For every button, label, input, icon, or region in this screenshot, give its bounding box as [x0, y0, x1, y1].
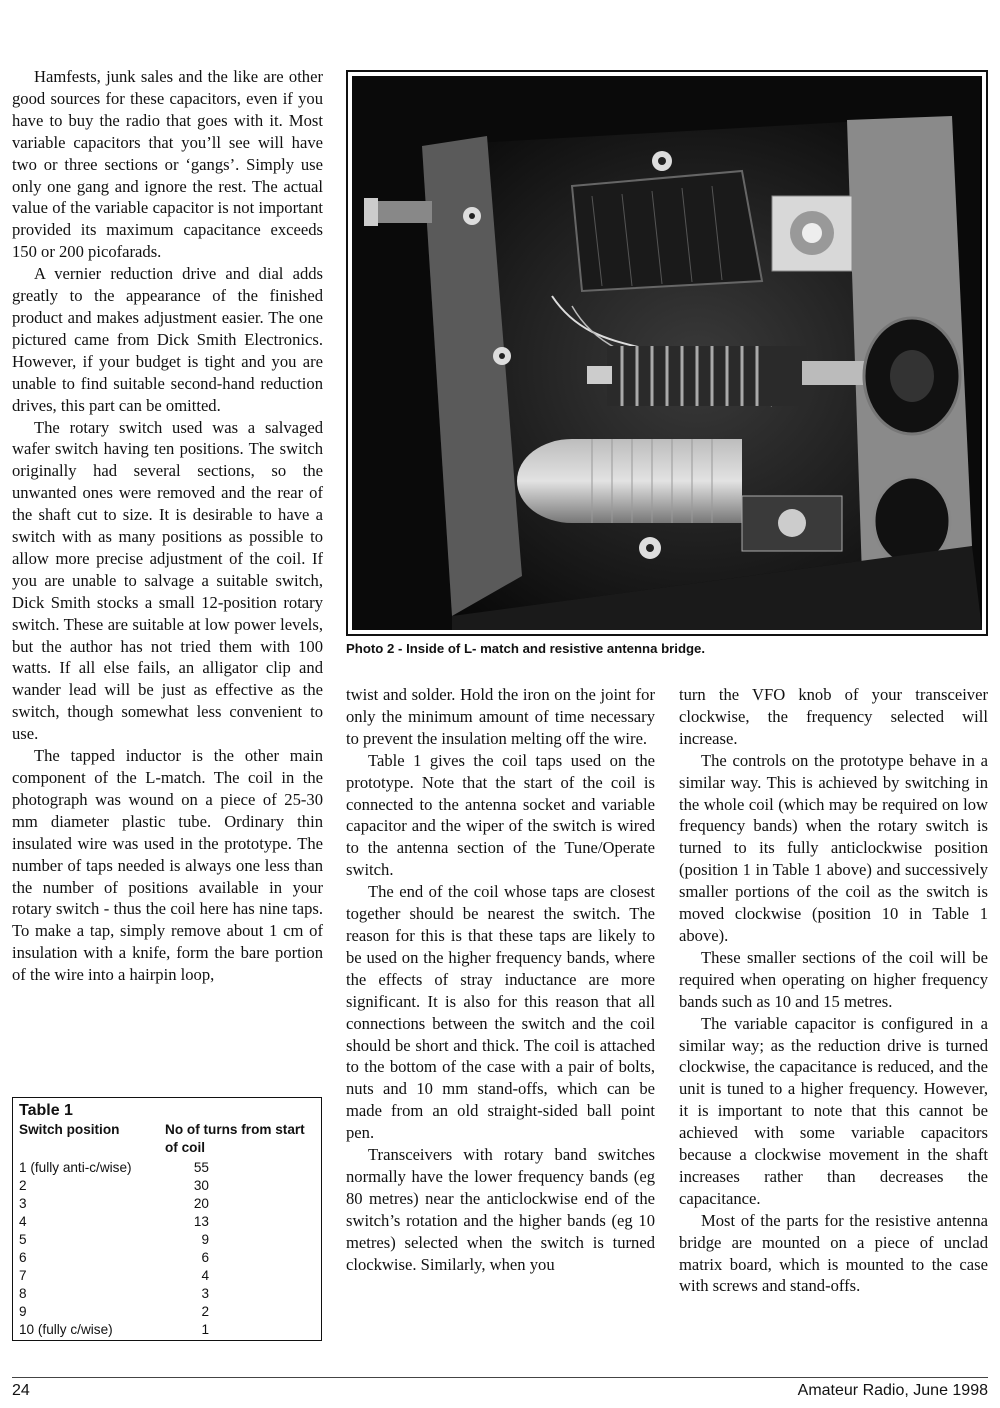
- table-cell: 2: [201, 1304, 209, 1319]
- table-row: [19, 1177, 315, 1195]
- footer-rule: [12, 1377, 988, 1378]
- paragraph: The end of the coil whose taps are closest together should be nearest the switch. The reason for this is that these taps are likely to be used on the higher frequency bands, where the effects of stray inductance are more significant. It is also for this reason that all connections between the switch and the coil should be short and thick. The coil is attached to the bottom of the case with a pair of bolts, nuts and 10 mm stand-offs, which can be made from an old straight-sided ball point pen.: [346, 882, 655, 1143]
- table-cell: 13: [193, 1214, 209, 1229]
- paragraph: The variable capacitor is configured in a similar way; as the reduction drive is turned clockwise, the capacitance is reduced, and the unit is tuned to a higher frequency. However, it is important to note that this cannot be achieved with some variable capacitors because a clockwise movement in the shaft increases rather than decreases the capacitance.: [679, 1013, 988, 1208]
- article-column-left: [12, 66, 323, 986]
- paragraph: The rotary switch used was a salvaged wafer switch having ten positions. The switch originally had several sections, so the unwanted ones were removed and the rear of the shaft cut to size. It is desirable to have a switch with as many positions as possible to allow more precise adjustment of the coil. If you are unable to salvage a suitable switch, Dick Smith stocks a small 12-position rotary switch. These are suitable at low power levels, but the author has not tried them with 100 watts. If all else fails, an alligator clip and wander lead will be just as effective as the switch, though somewhat less convenient to use.: [12, 417, 323, 744]
- table-cell: 7: [19, 1268, 27, 1283]
- table-header-row: [19, 1121, 315, 1157]
- table-row: [19, 1231, 315, 1249]
- table-cell: 9: [201, 1232, 209, 1247]
- table-cell: 20: [193, 1196, 209, 1211]
- table-row: [19, 1303, 315, 1321]
- photo-caption: Photo 2 - Inside of L- match and resistive antenna bridge.: [346, 641, 706, 656]
- photo-l-match-interior: [346, 70, 988, 636]
- table-cell: 4: [19, 1214, 27, 1229]
- photo-image: [352, 76, 982, 630]
- table-cell: 1 (fully anti-c/wise): [19, 1160, 132, 1175]
- table-header: Switch position: [19, 1122, 120, 1137]
- article-column-middle: [346, 684, 655, 1275]
- table-row: [19, 1321, 315, 1339]
- paragraph: The tapped inductor is the other main component of the L-match. The coil in the photograph was wound on a piece of 25-30 mm diameter plastic tube. Ordinary thin insulated wire was used in the prototype. The number of taps needed is always one less than the number of positions available in your rotary switch - thus the coil here has nine taps. To make a tap, simply remove about 1 cm of insulation with a knife, form the bare portion of the wire into a hairpin loop,: [12, 746, 323, 985]
- table-row: [19, 1249, 315, 1267]
- paragraph: A vernier reduction drive and dial adds greatly to the appearance of the finished product and makes adjustment easier. The one pictured came from Dick Smith Electronics. However, if your budget is tight and you are unable to find suitable second-hand reduction drives, this part can be omitted.: [12, 264, 323, 415]
- paragraph: Transceivers with rotary band switches normally have the lower frequency bands (eg 80 metres) near the anticlockwise end of the switch’s rotation and the higher bands (eg 10 metres) selected when the switch is turned clockwise. Similarly, when you: [346, 1145, 655, 1274]
- paragraph: twist and solder. Hold the iron on the joint for only the minimum amount of time necessary to prevent the insulation melting off the wire.: [346, 685, 655, 748]
- paragraph: Most of the parts for the resistive antenna bridge are mounted on a piece of unclad matrix board, which is mounted to the case with screws and stand-offs.: [679, 1210, 988, 1296]
- table-1: [12, 1097, 322, 1341]
- table-row: [19, 1267, 315, 1285]
- table-header: No of turns from start of coil: [165, 1122, 305, 1155]
- table-row: [19, 1285, 315, 1303]
- table-row: [19, 1159, 315, 1177]
- paragraph: These smaller sections of the coil will be required when operating on higher frequency bands such as 10 and 15 metres.: [679, 947, 988, 1011]
- table-cell: 30: [193, 1178, 209, 1193]
- table-cell: 5: [19, 1232, 27, 1247]
- paragraph: turn the VFO knob of your transceiver clockwise, the frequency selected will increase.: [679, 685, 988, 748]
- paragraph: The controls on the prototype behave in a similar way. This is achieved by switching in the whole coil (which may be required on low frequency bands) when the rotary switch is turned to its fully anticlockwise position (position 1 in Table 1 above) and successively smaller portions of the coil as the switch is moved clockwise (position 10 in Table 1 above).: [679, 750, 988, 945]
- page-number: 24: [12, 1382, 30, 1399]
- table-cell: 9: [19, 1304, 27, 1319]
- table-cell: 4: [201, 1268, 209, 1283]
- paragraph: Table 1 gives the coil taps used on the prototype. Note that the start of the coil is connected to the antenna socket and variable capacitor and the wiper of the switch is wired to the antenna section of the Tune/Operate switch.: [346, 750, 655, 880]
- table-row: [19, 1213, 315, 1231]
- article-column-right: [679, 684, 988, 1297]
- journal-title-date: Amateur Radio, June 1998: [797, 1382, 988, 1399]
- table-cell: 6: [19, 1250, 27, 1265]
- table-cell: 2: [19, 1178, 27, 1193]
- paragraph: Hamfests, junk sales and the like are other good sources for these capacitors, even if you have to buy the radio that goes with it. Most variable capacitors that you’ll see will have two or three sections or ‘gangs’. Simply use only one gang and ignore the rest. The actual value of the variable capacitor is not important provided its maximum capacitance exceeds 150 or 200 picofarads.: [12, 67, 323, 262]
- table-cell: 10 (fully c/wise): [19, 1322, 113, 1337]
- table-cell: 3: [19, 1196, 27, 1211]
- table-cell: 3: [201, 1286, 209, 1301]
- table-cell: 1: [201, 1322, 209, 1337]
- table-cell: 55: [193, 1160, 209, 1175]
- table-cell: 8: [19, 1286, 27, 1301]
- table-row: [19, 1195, 315, 1213]
- table-title: Table 1: [19, 1102, 73, 1119]
- table-cell: 6: [201, 1250, 209, 1265]
